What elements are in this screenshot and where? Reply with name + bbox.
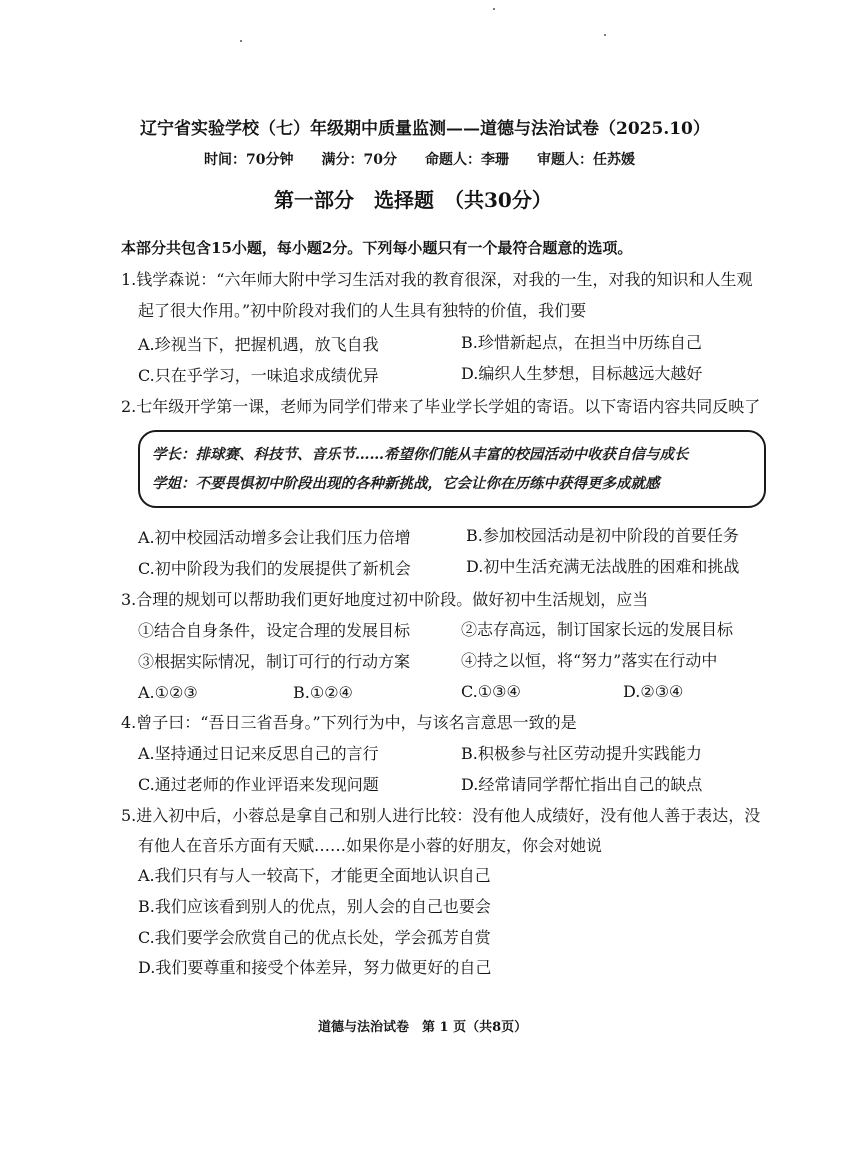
question-5-stem-line1: 5.进入初中后，小蓉总是拿自己和别人进行比较：没有他人成绩好，没有他人善于表达，没 (121, 806, 761, 825)
question-5-option-c: C.我们要学会欣赏自己的优点长处，学会孤芳自赏 (138, 928, 491, 947)
question-4-option-c: C.通过老师的作业评语来发现问题 (138, 775, 379, 794)
question-2-stem: 2.七年级开学第一课，老师为同学们带来了毕业学长学姐的寄语。以下寄语内容共同反映了 (121, 397, 761, 416)
question-1-option-a: A.珍视当下，把握机遇，放飞自我 (138, 335, 379, 354)
question-3-option-b: B.①②④ (293, 683, 353, 702)
question-1-option-d: D.编织人生梦想，目标越远大越好 (461, 364, 703, 383)
question-2-option-c: C.初中阶段为我们的发展提供了新机会 (138, 559, 411, 578)
question-2-option-a: A.初中校园活动增多会让我们压力倍增 (138, 528, 411, 547)
question-5-stem-line2: 有他人在音乐方面有天赋……如果你是小蓉的好朋友，你会对她说 (138, 836, 603, 855)
question-5-option-a: A.我们只有与人一较高下，才能更全面地认识自己 (138, 866, 491, 885)
question-5-option-d: D.我们要尊重和接受个体差异，努力做更好的自己 (138, 958, 492, 977)
scan-speck (604, 34, 606, 36)
question-4-option-a: A.坚持通过日记来反思自己的言行 (138, 744, 379, 763)
scan-speck (493, 8, 495, 10)
question-3-option-a: A.①②③ (138, 683, 198, 702)
section-intro: 本部分共包含15小题，每小题2分。下列每小题只有一个最符合题意的选项。 (121, 239, 633, 257)
question-2-option-d: D.初中生活充满无法战胜的困难和挑战 (466, 557, 740, 576)
question-3-option-c: C.①③④ (461, 682, 521, 701)
question-3-option-d: D.②③④ (623, 682, 684, 701)
question-2-option-b: B.参加校园活动是初中阶段的首要任务 (466, 526, 739, 545)
question-5-option-b: B.我们应该看到别人的优点，别人会的自己也要会 (138, 897, 491, 916)
question-3-statement-2: ②志存高远，制订国家长远的发展目标 (461, 620, 734, 639)
question-1-stem-line2: 起了很大作用。”初中阶段对我们的人生具有独特的价值，我们要 (138, 301, 587, 320)
question-4-option-d: D.经常请同学帮忙指出自己的缺点 (461, 775, 703, 794)
question-3-statement-4: ④持之以恒，将“努力”落实在行动中 (461, 651, 718, 670)
section-title: 第一部分 选择题 （共30分） (274, 188, 552, 212)
exam-meta: 时间：70分钟 满分：70分 命题人：李珊 审题人：任苏媛 (204, 152, 635, 168)
quote-box (138, 430, 766, 508)
question-3-stem: 3.合理的规划可以帮助我们更好地度过初中阶段。做好初中生活规划，应当 (121, 590, 649, 609)
question-4-option-b: B.积极参与社区劳动提升实践能力 (461, 744, 702, 763)
question-1-option-b: B.珍惜新起点，在担当中历练自己 (461, 333, 702, 352)
question-4-stem: 4.曾子曰：“吾日三省吾身。”下列行为中，与该名言意思一致的是 (121, 713, 577, 732)
question-1-option-c: C.只在乎学习，一味追求成绩优异 (138, 366, 379, 385)
quote-senior-female: 学姐：不要畏惧初中阶段出现的各种新挑战，它会让你在历练中获得更多成就感 (152, 475, 660, 492)
quote-senior-male: 学长：排球赛、科技节、音乐节……希望你们能从丰富的校园活动中收获自信与成长 (152, 446, 689, 463)
question-3-statement-1: ①结合自身条件，设定合理的发展目标 (138, 621, 411, 640)
question-3-statement-3: ③根据实际情况，制订可行的行动方案 (138, 652, 411, 671)
question-1-stem-line1: 1.钱学森说：“六年师大附中学习生活对我的教育很深，对我的一生，对我的知识和人生观 (121, 270, 753, 289)
scan-speck (240, 40, 242, 42)
exam-title: 辽宁省实验学校（七）年级期中质量监测——道德与法治试卷（2025.10） (140, 119, 710, 139)
page-footer: 道德与法治试卷 第 1 页（共8页） (318, 1020, 528, 1035)
